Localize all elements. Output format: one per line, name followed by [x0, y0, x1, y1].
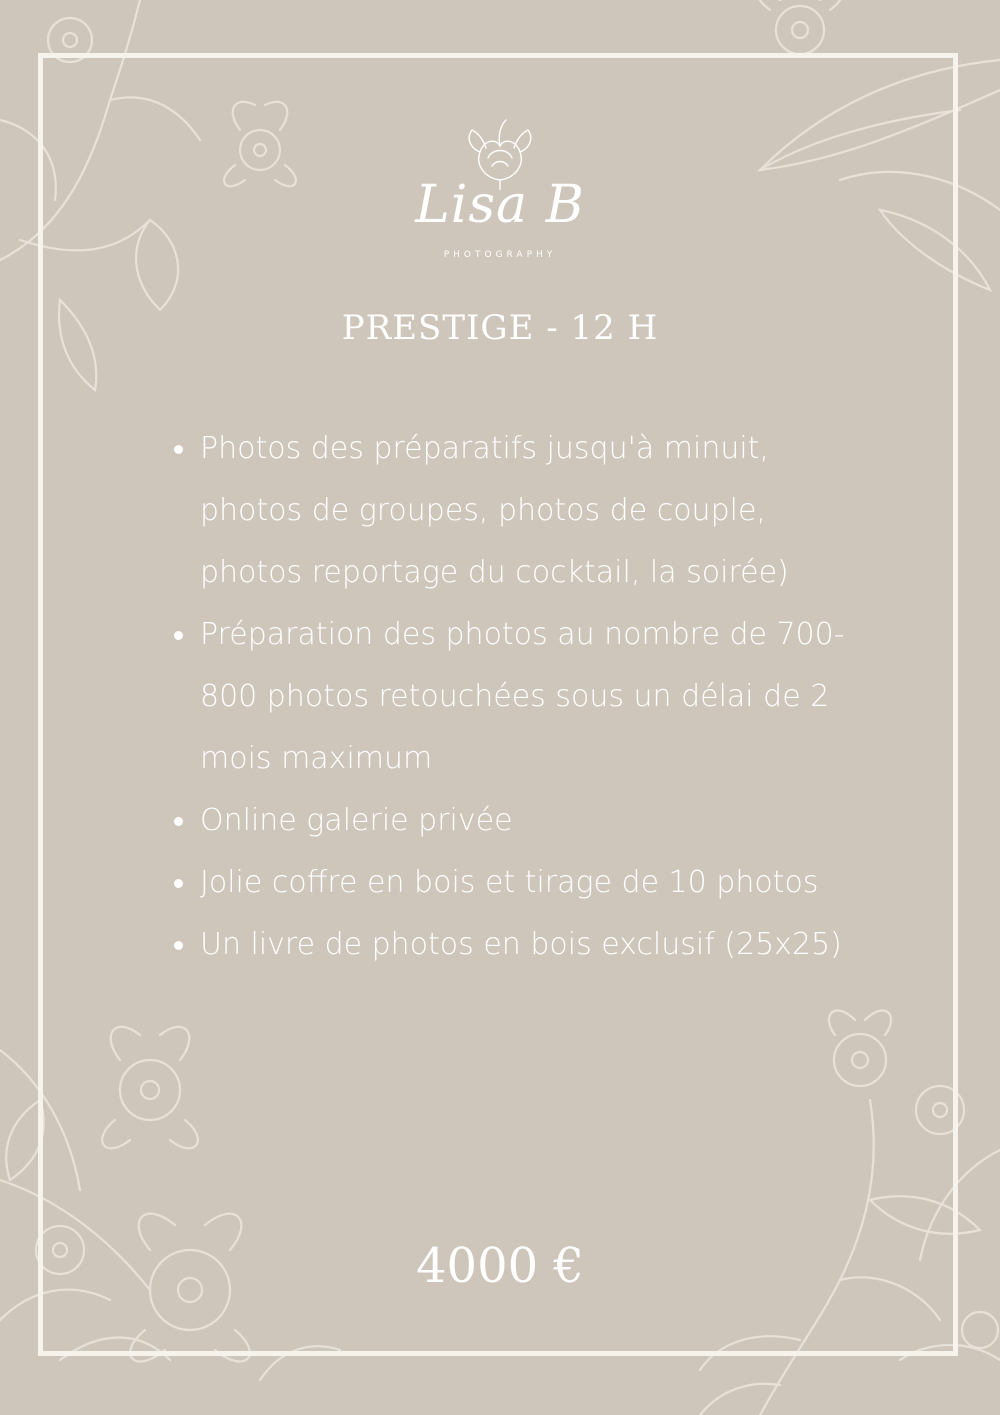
price: 4000 €	[416, 1238, 584, 1294]
brand-tagline: PHOTOGRAPHY	[443, 250, 557, 260]
feature-list	[170, 418, 870, 976]
feature-item: Jolie coffre en bois et tirage de 10 photos	[170, 852, 870, 914]
feature-item: Un livre de photos en bois exclusif (25x25)	[170, 914, 870, 976]
logo	[400, 110, 600, 270]
brand-name: Lisa B	[415, 175, 585, 235]
package-title: PRESTIGE - 12 H	[341, 308, 659, 348]
feature-item: Photos des préparatifs jusqu'à minuit, photos de groupes, photos de couple, photos reportage du cocktail, la soirée)	[170, 418, 870, 604]
feature-item: Online galerie privée	[170, 790, 870, 852]
feature-item: Préparation des photos au nombre de 700-800 photos retouchées sous un délai de 2 mois maximum	[170, 604, 870, 790]
